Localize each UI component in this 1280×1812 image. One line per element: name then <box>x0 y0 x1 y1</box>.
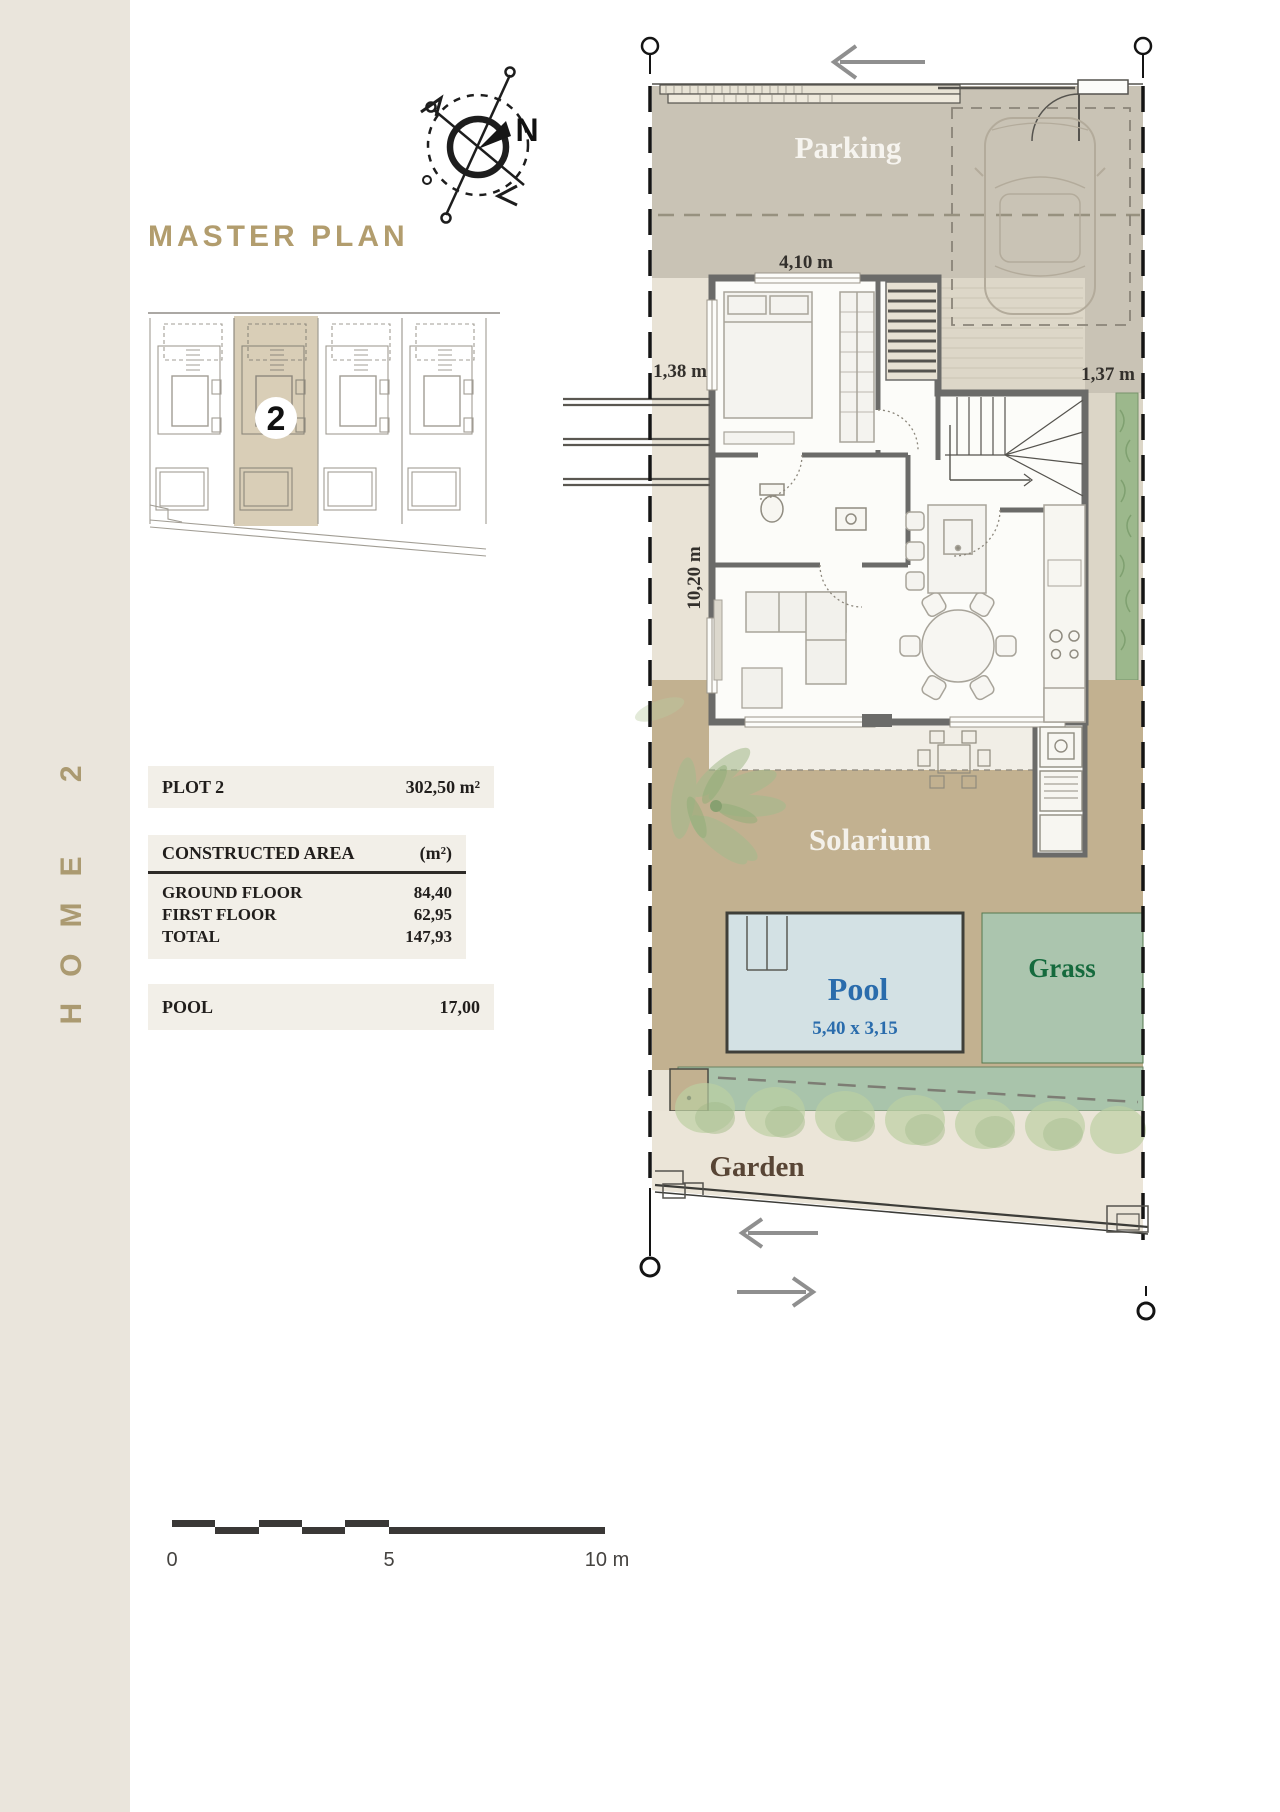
compass-icon <box>421 68 539 223</box>
outdoor-kitchen <box>1040 727 1082 851</box>
pool-label: POOL <box>162 996 214 1017</box>
pool-area-value: 17,00 <box>439 996 480 1017</box>
entry-terrace <box>938 278 1085 393</box>
scale-bar <box>166 1520 629 1571</box>
dim-left: 1,38 m <box>653 361 707 382</box>
dim-top: 4,10 m <box>779 252 833 273</box>
constructed-area-unit: (m²) <box>419 842 452 863</box>
mini-house-3 <box>318 318 402 524</box>
kitchen-island <box>906 505 986 593</box>
first-floor-value: 62,95 <box>413 905 452 924</box>
entry-steps <box>886 282 938 380</box>
kitchen-counter <box>1044 505 1085 722</box>
pool <box>727 913 963 1052</box>
tv-unit <box>714 600 722 680</box>
mini-master-plan <box>148 313 500 556</box>
scale-tick-10: 10 m <box>584 1549 630 1571</box>
closet <box>840 292 874 442</box>
total-label: TOTAL <box>162 927 220 946</box>
mini-house-4 <box>402 318 486 524</box>
porch-pillar <box>862 714 892 727</box>
scale-tick-0: 0 <box>166 1549 178 1571</box>
hedge <box>1116 393 1138 680</box>
bed <box>724 292 812 418</box>
dim-height: 10,20 m <box>684 546 705 610</box>
plot-badge-number: 2 <box>266 400 286 438</box>
parking-area-label: Parking <box>794 130 902 165</box>
dim-right: 1,37 m <box>1081 364 1135 385</box>
total-value: 147,93 <box>405 927 452 946</box>
garden-area-label: Garden <box>709 1151 805 1183</box>
first-floor-label: FIRST FLOOR <box>162 905 277 924</box>
ground-floor-label: GROUND FLOOR <box>162 883 303 902</box>
mini-house-1 <box>150 318 234 524</box>
compass-north-label: N <box>515 112 539 148</box>
pool-size-label: 5,40 x 3,15 <box>812 1018 898 1039</box>
grass-area <box>982 913 1143 1063</box>
pool-area-label: Pool <box>827 971 889 1007</box>
ground-floor-value: 84,40 <box>413 883 452 902</box>
coffee-table <box>742 668 782 708</box>
home-vertical-title: HOME 2 <box>55 739 88 1025</box>
plot-area-value: 302,50 m² <box>405 776 480 797</box>
solarium-area-label: Solarium <box>808 822 932 857</box>
dresser <box>724 432 794 444</box>
floor-plan <box>563 38 1154 1319</box>
page-title: MASTER PLAN <box>148 220 409 253</box>
grass-area-label: Grass <box>1028 953 1096 983</box>
constructed-area-label: CONSTRUCTED AREA <box>162 842 355 863</box>
plot-label: PLOT 2 <box>162 776 225 797</box>
scale-tick-5: 5 <box>383 1549 395 1571</box>
